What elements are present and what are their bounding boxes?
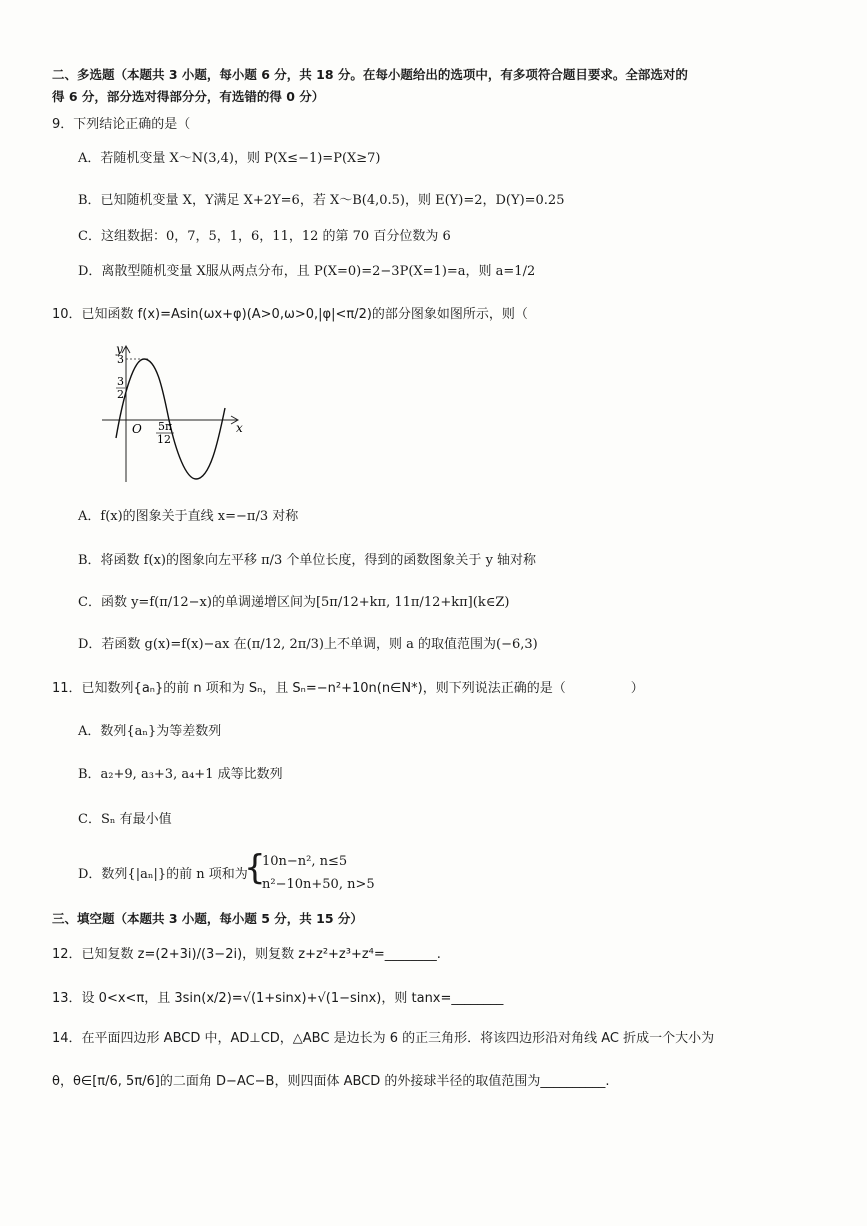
x-tick-numerator: 5π <box>158 420 173 433</box>
x-tick-denominator: 12 <box>157 433 171 446</box>
q11-option-c: C．Sₙ 有最小值 <box>78 812 172 827</box>
q14-answer-blank[interactable]: __________. <box>540 1074 610 1089</box>
origin-label: O <box>132 422 142 436</box>
q13-stem <box>52 990 503 1008</box>
x-axis-label: x <box>236 421 243 435</box>
q14-line2-text: θ，θ∈[π/6, 5π/6]的二面角 D−AC−B，则四面体 ABCD 的外接球半径的取值范围为 <box>52 1074 541 1089</box>
sine-curve <box>116 359 225 479</box>
q11-option-d-prefix: D．数列{|aₙ|}的前 n 项和为 <box>78 867 248 882</box>
q12-answer-blank[interactable]: ________. <box>384 947 441 962</box>
q10-option-a: A．f(x)的图象关于直线 x=−π/3 对称 <box>78 509 299 524</box>
q10-option-b: B．将函数 f(x)的图象向左平移 π/3 个单位长度，得到的函数图象关于 y 轴对称 <box>78 553 537 568</box>
q11-option-d-case2: n²−10n+50, n>5 <box>262 877 375 892</box>
q9-option-a: A．若随机变量 X～N(3,4)，则 P(X≤−1)=P(X≥7) <box>78 151 381 166</box>
q9-option-c: C．这组数据：0，7，5，1，6，11，12 的第 70 百分位数为 6 <box>78 229 451 244</box>
q11-stem: 11．已知数列{aₙ}的前 n 项和为 Sₙ，且 Sₙ=−n²+10n(n∈N*)，则下列说法正确的是（ ） <box>52 681 644 696</box>
q10-option-d: D．若函数 g(x)=f(x)−ax 在(π/12, 2π/3)上不单调，则 a 的取值范围为(−6,3) <box>78 637 538 652</box>
section2-header-line1: 二、多选题（本题共 3 小题，每小题 6 分，共 18 分。在每小题给出的选项中，有多项符合题目要求。全部选对的 <box>52 67 688 82</box>
q14-line1: 14．在平面四边形 ABCD 中，AD⊥CD，△ABC 是边长为 6 的正三角形．将该四边形沿对角线 AC 折成一个大小为 <box>52 1031 715 1046</box>
q10-stem: 10．已知函数 f(x)=Asin(ωx+φ)(A>0,ω>0,|φ|<π/2)的部分图象如图所示，则（ <box>52 307 528 322</box>
q10-option-c: C．函数 y=f(π/12−x)的单调递增区间为[5π/12+kπ, 11π/12+kπ](k∈Z) <box>78 595 510 610</box>
y-tick-mid-numerator: 3 <box>117 375 124 388</box>
y-tick-3: 3 <box>117 353 124 366</box>
q10-graph-svg <box>98 342 248 488</box>
q13-stem-text: 13．设 0<x<π，且 3sin(x/2)=√(1+sinx)+√(1−sinx)，则 tanx= <box>52 991 452 1006</box>
q9-stem: 9．下列结论正确的是（ <box>52 117 191 132</box>
q14-line2 <box>52 1073 610 1091</box>
section2-header-line2: 得 6 分，部分选对得部分分，有选错的得 0 分） <box>52 89 325 104</box>
section3-header: 三、填空题（本题共 3 小题，每小题 5 分，共 15 分） <box>52 911 363 926</box>
q11-brace: { <box>244 848 266 888</box>
q11-option-d-case1: 10n−n², n≤5 <box>262 854 348 869</box>
y-axis-label: y <box>116 342 123 356</box>
q11-option-a: A．数列{aₙ}为等差数列 <box>78 724 222 739</box>
q9-option-d: D．离散型随机变量 X服从两点分布，且 P(X=0)=2−3P(X=1)=a，则 a=1/2 <box>78 264 536 279</box>
y-tick-mid-denominator: 2 <box>117 388 124 401</box>
q10-sine-graph <box>98 342 248 488</box>
q12-stem <box>52 946 441 964</box>
q11-option-b: B．a₂+9, a₃+3, a₄+1 成等比数列 <box>78 767 283 782</box>
q12-stem-text: 12．已知复数 z=(2+3i)/(3−2i)，则复数 z+z²+z³+z⁴= <box>52 947 385 962</box>
q13-answer-blank[interactable]: ________ <box>451 991 504 1006</box>
q9-option-b: B．已知随机变量 X，Y满足 X+2Y=6，若 X～B(4,0.5)，则 E(Y)=2，D(Y)=0.25 <box>78 193 565 208</box>
